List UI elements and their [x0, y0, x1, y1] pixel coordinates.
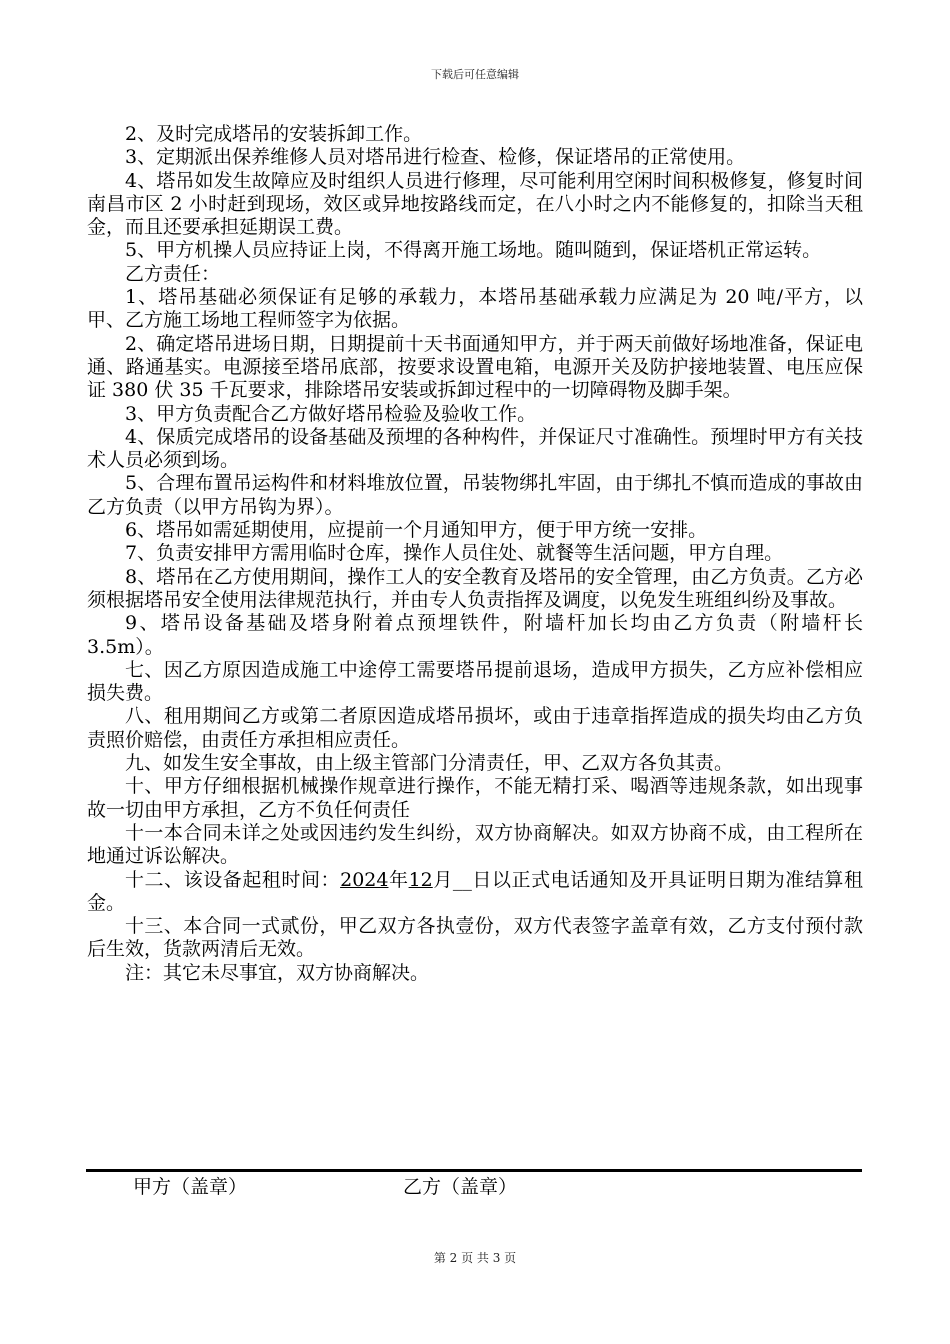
paragraph: 4、保质完成塔吊的设备基础及预埋的各种构件，并保证尺寸准确性。预埋时甲方有关技术人员必须到场。: [87, 425, 863, 472]
paragraph: 2、及时完成塔吊的安装拆卸工作。: [125, 123, 423, 145]
page-number: 第 2 页 共 3 页: [433, 1251, 517, 1265]
paragraph: 十、甲方仔细根据机械操作规章进行操作，不能无精打采、喝酒等违规条款，如出现事故一切由甲方承担，乙方不负任何责任: [87, 775, 863, 821]
signature-divider: [86, 1169, 862, 1172]
paragraph: 5、合理布置吊运构件和材料堆放位置，吊装物绑扎牢固，由于绑扎不慎而造成的事故由乙方负责（以甲方吊钩为界）。: [87, 472, 863, 518]
paragraph: 1、塔吊基础必须保证有足够的承载力，本塔吊基础承载力应满足为 20 吨/平方，以甲、乙方施工场地工程师签字为依据。: [87, 286, 863, 332]
paragraph: 6、塔吊如需延期使用，应提前一个月通知甲方，便于甲方统一安排。: [125, 519, 708, 542]
page-header-note: 下载后可任意编辑: [431, 68, 519, 81]
paragraph: 7、负责安排甲方需用临时仓库，操作人员住处、就餐等生活问题，甲方自理。: [125, 542, 784, 565]
paragraph: 9、塔吊设备基础及塔身附着点预埋铁件，附墙杆加长均由乙方负责（附墙杆长 3.5m）。: [87, 612, 863, 658]
paragraph: 十一本合同未详之处或因违约发生纠纷，双方协商解决。如双方协商不成，由工程所在地通过诉讼解决。: [87, 821, 863, 868]
paragraph: 九、如发生安全事故，由上级主管部门分清责任，甲、乙双方各负其责。: [125, 752, 734, 775]
rent-clause-prefix: 十二、该设备起租时间：: [125, 868, 341, 891]
rent-start-clause: [87, 869, 863, 916]
rent-month-unit: 月: [432, 868, 453, 891]
paragraph: 2、确定塔吊进场日期，日期提前十天书面通知甲方，并于两天前做好场地准备，保证电通、路通基实。电源接至塔吊底部，按要求设置电箱，电源开关及防护接地装置、电压应保证 380 伏 35 千瓦要求，排除塔吊安装或拆卸过程中的一切障碍物及脚手架。: [87, 332, 863, 402]
paragraph: 5、甲方机操人员应持证上岗，不得离开施工场地。随叫随到，保证塔机正常运转。: [125, 239, 822, 262]
paragraph: 3、定期派出保养维修人员对塔吊进行检查、检修，保证塔吊的正常使用。: [125, 146, 746, 169]
rent-year-value: 2024: [340, 868, 389, 891]
contract-body: [87, 123, 863, 985]
paragraph: 8、塔吊在乙方使用期间，操作工人的安全教育及塔吊的安全管理，由乙方负责。乙方必须根据塔吊安全使用法律规范执行，并由专人负责指挥及调度，以免发生班组纠纷及事故。: [87, 565, 863, 611]
paragraph: 注：其它未尽事宜，双方协商解决。: [125, 961, 430, 984]
rent-day-blank: __: [452, 868, 472, 891]
paragraph: 3、甲方负责配合乙方做好塔吊检验及验收工作。: [125, 402, 537, 425]
rent-clause-suffix: 日以正式电话通知及开具证明日期为准结算租金。: [87, 868, 863, 914]
rent-year-unit: 年: [388, 868, 409, 891]
paragraph: 4、塔吊如发生故障应及时组织人员进行修理，尽可能利用空闲时间积极修复，修复时间南昌市区 2 小时赶到现场，效区或异地按路线而定，在八小时之内不能修复的，扣除当天租金，而且还要承担延期误工费。: [87, 169, 863, 239]
party-b-signature: 乙方（盖章）: [403, 1176, 518, 1198]
paragraph: 七、因乙方原因造成施工中途停工需要塔吊提前退场，造成甲方损失，乙方应补偿相应损失费。: [87, 658, 863, 705]
rent-month-value: 12: [408, 868, 433, 891]
section-heading-party-b: 乙方责任：: [125, 262, 221, 285]
paragraph: 十三、本合同一式贰份，甲乙双方各执壹份，双方代表签字盖章有效，乙方支付预付款后生效，货款两清后无效。: [87, 915, 863, 961]
party-a-signature: 甲方（盖章）: [133, 1176, 248, 1198]
paragraph: 八、租用期间乙方或第二者原因造成塔吊损坏，或由于违章指挥造成的损失均由乙方负责照价赔偿，由责任方承担相应责任。: [87, 705, 863, 751]
